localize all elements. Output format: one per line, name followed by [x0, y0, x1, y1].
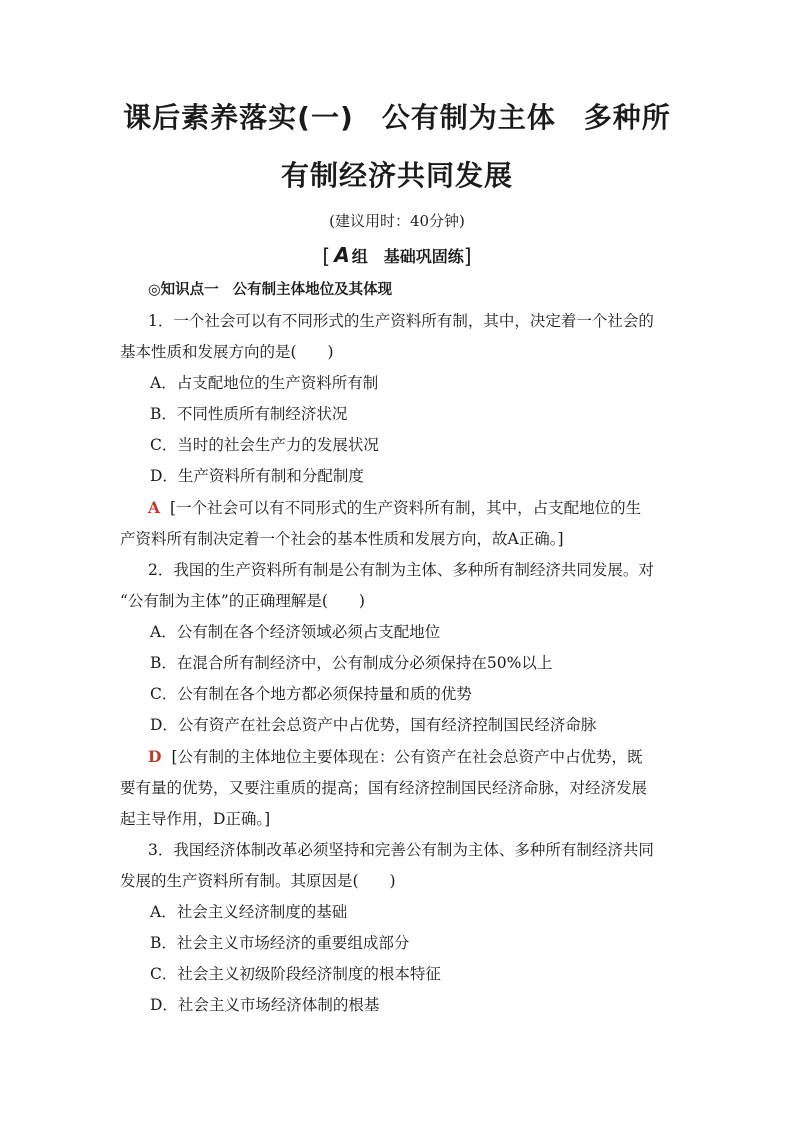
question-2-option-c: C．公有制在各个地方都必须保持量和质的优势 [150, 685, 472, 703]
question-1-stem-line-2: 基本性质和发展方向的是( ) [120, 343, 334, 361]
question-2-stem-line-1: 2．我国的生产资料所有制是公有制为主体、多种所有制经济共同发展。对 [148, 561, 654, 579]
question-2-explanation-line-1 [148, 746, 643, 768]
group-letter: A [334, 243, 350, 267]
question-3-option-a: A．社会主义经济制度的基础 [150, 903, 348, 921]
question-1-answer: A [148, 498, 161, 517]
suggested-duration: (建议用时：40分钟) [329, 212, 465, 230]
knowledge-point-heading [148, 279, 392, 301]
question-2-explanation-text: [公有制的主体地位主要体现在：公有资产在社会总资产中占优势，既 [171, 748, 643, 766]
question-1-explanation-line-1 [148, 497, 641, 519]
question-2-answer: D [148, 747, 162, 766]
group-name: 基础巩固练 [383, 247, 464, 266]
page-title-line-2: 有制经济共同发展 [280, 159, 513, 192]
question-1-option-d: D．生产资料所有制和分配制度 [150, 467, 364, 485]
title-part-1: 课后素养落实(一) [123, 101, 354, 134]
title-part-3: 多种所 [583, 101, 671, 134]
question-1-option-b: B．不同性质所有制经济状况 [150, 405, 348, 423]
group-label: 组 [351, 247, 368, 266]
question-1-option-a: A．占支配地位的生产资料所有制 [150, 374, 379, 392]
group-close-bracket: ] [463, 244, 472, 268]
title-part-2: 公有制为主体 [381, 101, 556, 134]
question-3-option-c: C．社会主义初级阶段经济制度的根本特征 [150, 965, 441, 983]
question-3-stem-line-2: 发展的生产资料所有制。其原因是( ) [120, 872, 396, 890]
question-2-stem-line-2: “公有制为主体”的正确理解是( ) [120, 592, 365, 610]
group-open-bracket: [ [322, 244, 331, 268]
question-1-stem-line-1: 1．一个社会可以有不同形式的生产资料所有制，其中，决定着一个社会的 [148, 312, 654, 330]
page-title-line-1 [0, 96, 794, 136]
knowledge-point-title: 公有制主体地位及其体现 [232, 282, 393, 298]
question-1-explanation-line-2: 产资料所有制决定着一个社会的基本性质和发展方向，故A正确。] [120, 530, 564, 548]
question-2-explanation-line-2: 要有量的优势，又要注重质的提高；国有经济控制国民经济命脉，对经济发展 [120, 779, 648, 797]
question-2-option-d: D．公有资产在社会总资产中占优势，国有经济控制国民经济命脉 [150, 716, 597, 734]
question-3-option-b: B．社会主义市场经济的重要组成部分 [150, 934, 410, 952]
question-2-option-b: B．在混合所有制经济中，公有制成分必须保持在50%以上 [150, 654, 553, 672]
question-3-stem-line-1: 3．我国经济体制改革必须坚持和完善公有制为主体、多种所有制经济共同 [148, 841, 654, 859]
question-3-option-d: D．社会主义市场经济体制的根基 [150, 996, 380, 1014]
knowledge-point-symbol: ◎知识点一 [148, 282, 219, 298]
group-header [0, 243, 794, 268]
question-1-option-c: C．当时的社会生产力的发展状况 [150, 436, 379, 454]
question-1-explanation-text: [一个社会可以有不同形式的生产资料所有制，其中，占支配地位的生 [170, 499, 642, 517]
question-2-explanation-line-3: 起主导作用，D正确。] [120, 810, 271, 828]
question-2-option-a: A．公有制在各个经济领域必须占支配地位 [150, 623, 441, 641]
